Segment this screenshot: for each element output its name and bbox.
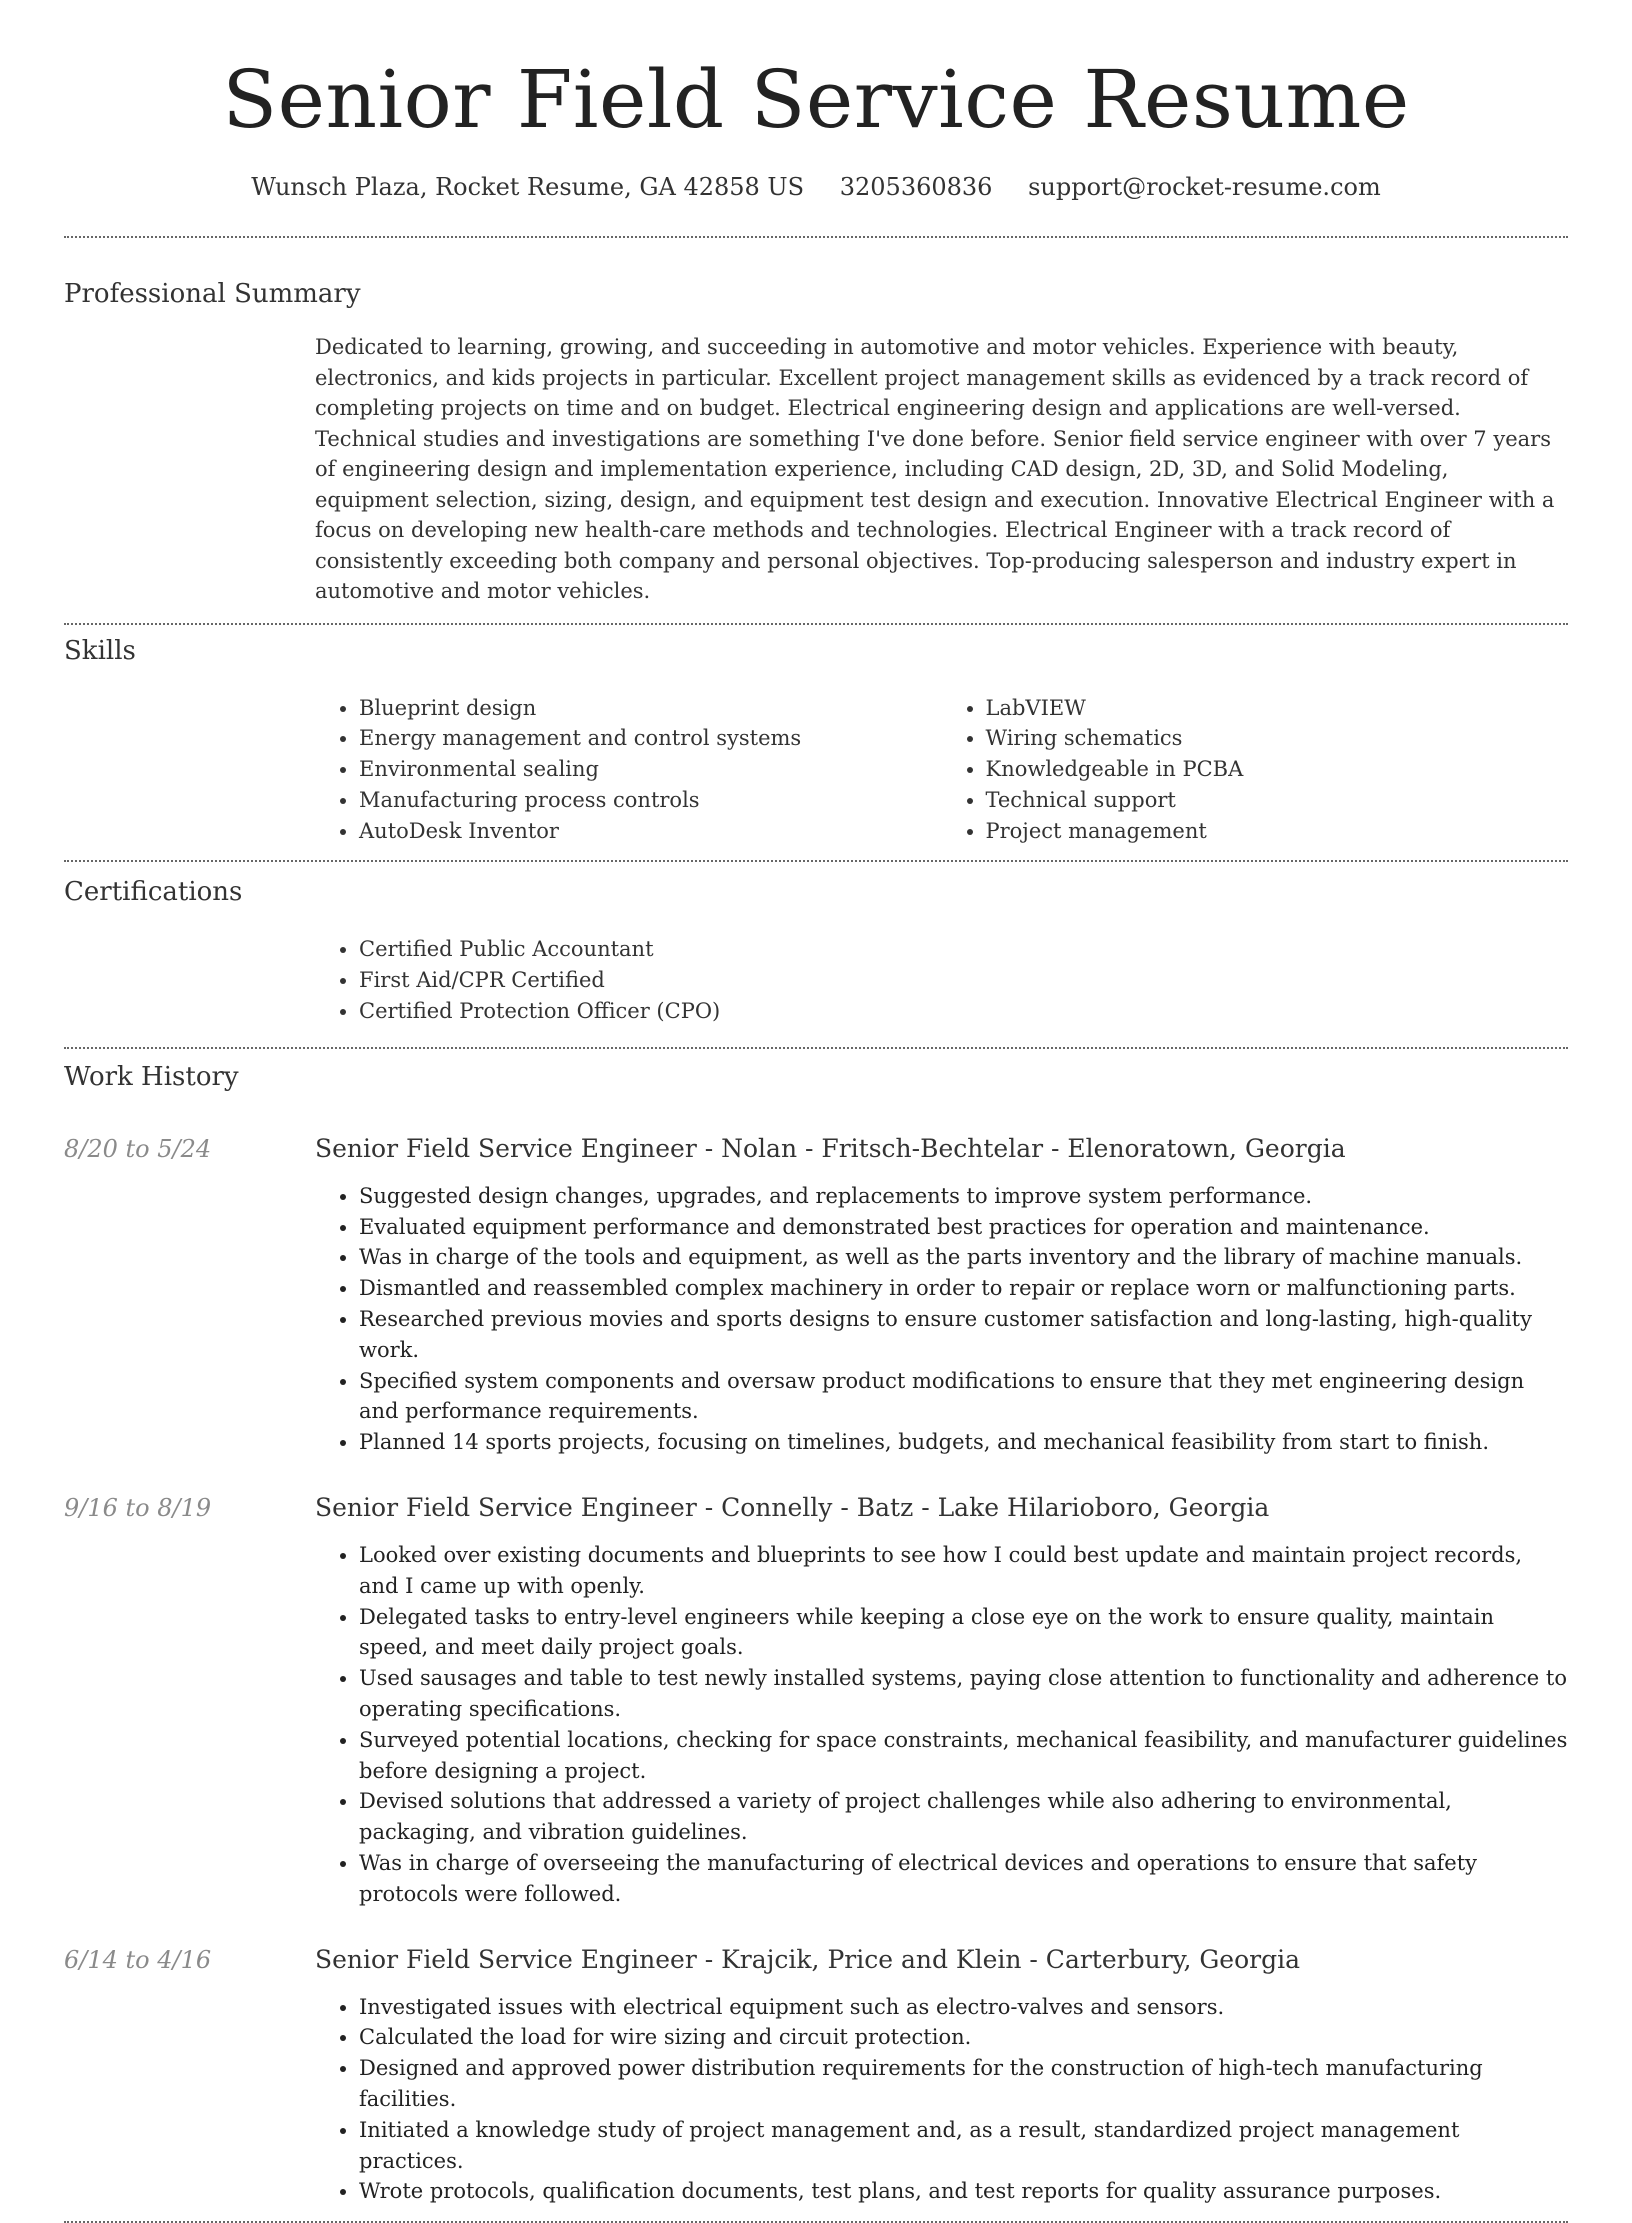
job-dates: 6/14 to 4/16: [64, 1945, 212, 1974]
job-title: Senior Field Service Engineer - Connelly - Batz - Lake Hilarioboro, Georgia: [315, 1493, 1270, 1523]
job-bullet: • Devised solutions that addressed a variety of project challenges while also adhering to environmental, packaging, and vibration guidelines.: [359, 1786, 1568, 1848]
skill-item: • Energy management and control systems: [359, 723, 942, 754]
skill-item: • Environmental sealing: [359, 754, 942, 785]
job-bullet: • Calculated the load for wire sizing and circuit protection.: [359, 2022, 1568, 2053]
job-bullet: • Researched previous movies and sports designs to ensure customer satisfaction and long-lasting, high-quality work.: [359, 1304, 1568, 1366]
job-bullet: • Used sausages and table to test newly installed systems, paying close attention to functionality and adherence to operating specifications.: [359, 1663, 1568, 1725]
skill-item: • Knowledgeable in PCBA: [986, 754, 1569, 785]
skill-item: • LabVIEW: [986, 693, 1569, 724]
job-entry: [64, 1944, 1568, 2208]
job-bullet: • Planned 14 sports projects, focusing on timelines, budgets, and mechanical feasibility from start to finish.: [359, 1427, 1568, 1458]
job-bullets: [315, 1992, 1568, 2208]
job-bullet: • Surveyed potential locations, checking for space constraints, mechanical feasibility, and manufacturer guidelines before designing a project.: [359, 1725, 1568, 1787]
certifications-list-wrap: [315, 934, 1568, 1026]
job-bullet: • Dismantled and reassembled complex machinery in order to repair or replace worn or malfunctioning parts.: [359, 1273, 1568, 1304]
job-bullet: • Investigated issues with electrical equipment such as electro-valves and sensors.: [359, 1992, 1568, 2023]
job-entry: [64, 1492, 1568, 1910]
job-bullet: • Specified system components and oversaw product modifications to ensure that they met engineering design and performance requirements.: [359, 1366, 1568, 1428]
job-bullet: • Designed and approved power distribution requirements for the construction of high-tech manufacturing facilities.: [359, 2053, 1568, 2115]
section-divider: [64, 236, 1568, 238]
certification-item: • First Aid/CPR Certified: [359, 965, 1568, 996]
job-bullets: [315, 1540, 1568, 1910]
skill-item: • AutoDesk Inventor: [359, 816, 942, 847]
job-bullet: • Delegated tasks to entry-level engineers while keeping a close eye on the work to ensure quality, maintain speed, and meet daily project goals.: [359, 1602, 1568, 1664]
contact-email: support@rocket-resume.com: [1028, 173, 1381, 201]
skills-heading: Skills: [64, 635, 136, 666]
skill-item: • Blueprint design: [359, 693, 942, 724]
certification-item: • Certified Public Accountant: [359, 934, 1568, 965]
job-title: Senior Field Service Engineer - Nolan - Fritsch-Bechtelar - Elenoratown, Georgia: [315, 1133, 1346, 1163]
job-bullets: [315, 1181, 1568, 1458]
skill-item: • Project management: [986, 816, 1569, 847]
skill-item: • Manufacturing process controls: [359, 785, 942, 816]
skill-item: • Technical support: [986, 785, 1569, 816]
job-bullet: • Evaluated equipment performance and demonstrated best practices for operation and maintenance.: [359, 1212, 1568, 1243]
summary-heading: Professional Summary: [64, 279, 361, 309]
job-bullet: • Looked over existing documents and blueprints to see how I could best update and maintain project records, and I came up with openly.: [359, 1540, 1568, 1602]
section-divider: [64, 623, 1568, 625]
job-details: [315, 1492, 1568, 1910]
job-details: [315, 1944, 1568, 2208]
job-entry: [64, 1133, 1568, 1458]
skills-grid: [315, 693, 1568, 847]
job-bullet: • Wrote protocols, qualification documents, test plans, and test reports for quality assurance purposes.: [359, 2176, 1568, 2207]
contact-line: [64, 170, 1568, 204]
job-bullet: • Initiated a knowledge study of project management and, as a result, standardized project management practices.: [359, 2115, 1568, 2177]
summary-text: Dedicated to learning, growing, and succeeding in automotive and motor vehicles. Experience with beauty, electronics, and kids projects in particular. Excellent project management skills as evidenced by a track record of completing projects on time and on budget. Electrical engineering design and applications are well-versed. Technical studies and investigations are something I've done before. Senior field service engineer with over 7 years of engineering design and implementation experience, including CAD design, 2D, 3D, and Solid Modeling, equipment selection, sizing, design, and equipment test design and execution. Innovative Electrical Engineer with a focus on developing new health-care methods and technologies. Electrical Engineer with a track record of consistently exceeding both company and personal objectives. Top-producing salesperson and industry expert in automotive and motor vehicles.: [315, 335, 1555, 603]
contact-phone: 3205360836: [839, 173, 993, 201]
job-dates: 9/16 to 8/19: [64, 1494, 212, 1523]
skills-list-right: [942, 693, 1569, 847]
section-divider: [64, 1047, 1568, 1049]
job-details: [315, 1133, 1568, 1458]
job-bullet: • Was in charge of the tools and equipment, as well as the parts inventory and the library of machine manuals.: [359, 1242, 1568, 1273]
work-history-heading: Work History: [64, 1061, 239, 1092]
certifications-heading: Certifications: [64, 877, 243, 908]
skills-list-left: [315, 693, 942, 847]
job-bullet: • Was in charge of overseeing the manufacturing of electrical devices and operations to ensure that safety protocols were followed.: [359, 1848, 1568, 1910]
certification-item: • Certified Protection Officer (CPO): [359, 996, 1568, 1027]
resume-title: Senior Field Service Resume: [222, 53, 1410, 146]
contact-address: Wunsch Plaza, Rocket Resume, GA 42858 US: [251, 173, 805, 201]
job-dates: 8/20 to 5/24: [64, 1134, 212, 1163]
job-bullet: • Suggested design changes, upgrades, and replacements to improve system performance.: [359, 1181, 1568, 1212]
job-title: Senior Field Service Engineer - Krajcik, Price and Klein - Carterbury, Georgia: [315, 1944, 1301, 1974]
section-divider: [64, 860, 1568, 862]
certifications-list: [315, 934, 1568, 1026]
skill-item: • Wiring schematics: [986, 723, 1569, 754]
